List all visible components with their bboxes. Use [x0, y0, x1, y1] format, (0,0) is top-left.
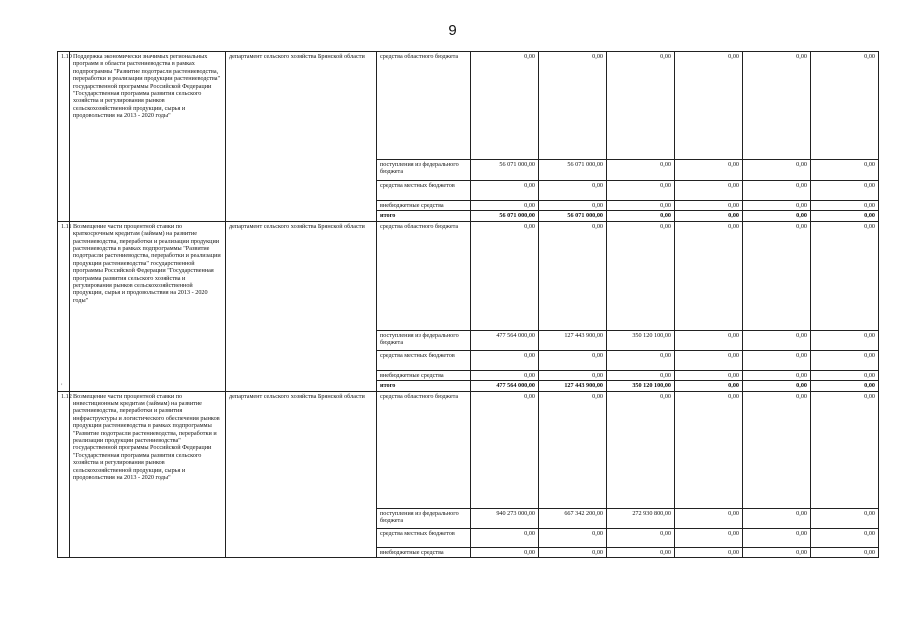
financing-table [57, 51, 879, 558]
amount-cell: 0,00 [539, 528, 607, 547]
amount-cell: 0,00 [675, 391, 743, 508]
funding-source: поступления из федерального бюджета [377, 330, 471, 350]
item-index: 1.10 [58, 52, 70, 222]
amount-cell: 0,00 [811, 160, 879, 181]
amount-cell: 0,00 [811, 181, 879, 201]
funding-source: внебюджетные средства [377, 370, 471, 380]
amount-cell: 0,00 [539, 391, 607, 508]
measure-name: Возмещение части процентной ставки по инвестиционным кредитам (займам) на развитие растениеводства, переработки и развития инфраструктуры и логистического обеспечения рынков продукции растениеводства в рамках подпрограммы "Развитие подотрасли растениеводства, переработки и реализации продукции растениеводства" государственной программы Российской Федерации "Государственная программа развития сельского хозяйства и регулирования рынков сельскохозяйственной продукции, сырья и продовольствия на 2013 - 2020 годы" [70, 391, 226, 557]
page-number: 9 [448, 22, 457, 39]
amount-cell: 0,00 [471, 181, 539, 201]
amount-cell: 0,00 [811, 201, 879, 211]
amount-cell: 0,00 [471, 528, 539, 547]
amount-cell: 0,00 [607, 547, 675, 557]
amount-cell: 0,00 [811, 221, 879, 330]
funding-source: средства областного бюджета [377, 391, 471, 508]
amount-cell: 0,00 [675, 160, 743, 181]
amount-cell: 0,00 [607, 201, 675, 211]
amount-cell: 0,00 [539, 370, 607, 380]
amount-cell: 272 930 800,00 [607, 508, 675, 528]
amount-cell: 0,00 [811, 528, 879, 547]
funding-source: средства областного бюджета [377, 221, 471, 330]
amount-cell: 0,00 [675, 330, 743, 350]
amount-cell: 0,00 [811, 211, 879, 221]
funding-source: средства местных бюджетов [377, 181, 471, 201]
amount-cell: 0,00 [471, 350, 539, 370]
amount-cell: 0,00 [743, 181, 811, 201]
amount-cell: 0,00 [811, 508, 879, 528]
amount-cell: 0,00 [675, 221, 743, 330]
amount-cell: 56 071 000,00 [539, 160, 607, 181]
amount-cell: 127 443 900,00 [539, 330, 607, 350]
amount-cell: 0,00 [811, 381, 879, 391]
amount-cell: 56 071 000,00 [471, 160, 539, 181]
stray-mark: , [61, 380, 63, 386]
amount-cell: 0,00 [471, 52, 539, 160]
funding-source: средства областного бюджета [377, 52, 471, 160]
amount-cell: 0,00 [811, 330, 879, 350]
amount-cell: 0,00 [675, 181, 743, 201]
amount-cell: 0,00 [675, 52, 743, 160]
executor: департамент сельского хозяйства Брянской области [226, 52, 377, 222]
amount-cell: 0,00 [743, 330, 811, 350]
measure-name: Возмещение части процентной ставки по краткосрочным кредитам (займам) на развитие растениеводства, переработки и реализации продукции растениеводства в рамках подпрограммы "Развитие подотрасли растениеводства, переработки и реализации продукции растениеводства" государственной программы Российской Федерации "Государственная программа развития сельского хозяйства и регулирования рынков сельскохозяйственной продукции, сырья и продовольствия на 2013 - 2020 годы" [70, 221, 226, 391]
amount-cell: 0,00 [743, 211, 811, 221]
funding-source: итого [377, 381, 471, 391]
amount-cell: 0,00 [607, 391, 675, 508]
amount-cell: 477 564 000,00 [471, 381, 539, 391]
measure-name: Поддержка экономически значимых региональных программ в области растениеводства в рамках подпрограммы "Развитие подотрасли растениеводства, переработки и реализации продукции растениеводства" государственной программы Российской Федерации "Государственная программа развития сельского хозяйства и регулирования рынков сельскохозяйственной продукции, сырья и продовольствия на 2013 - 2020 годы" [70, 52, 226, 222]
amount-cell: 127 443 900,00 [539, 381, 607, 391]
amount-cell: 0,00 [607, 160, 675, 181]
amount-cell: 350 120 100,00 [607, 381, 675, 391]
table-row [58, 391, 879, 508]
executor: департамент сельского хозяйства Брянской области [226, 221, 377, 391]
amount-cell: 0,00 [743, 221, 811, 330]
amount-cell: 0,00 [675, 547, 743, 557]
amount-cell: 56 071 000,00 [471, 211, 539, 221]
amount-cell: 477 564 000,00 [471, 330, 539, 350]
amount-cell: 0,00 [811, 370, 879, 380]
funding-source: внебюджетные средства [377, 547, 471, 557]
funding-source: средства местных бюджетов [377, 528, 471, 547]
amount-cell: 940 273 000,00 [471, 508, 539, 528]
amount-cell: 0,00 [607, 52, 675, 160]
amount-cell: 0,00 [675, 211, 743, 221]
amount-cell: 0,00 [471, 391, 539, 508]
amount-cell: 0,00 [675, 350, 743, 370]
amount-cell: 0,00 [607, 350, 675, 370]
amount-cell: 0,00 [811, 391, 879, 508]
funding-source: поступления из федерального бюджета [377, 508, 471, 528]
amount-cell: 56 071 000,00 [539, 211, 607, 221]
amount-cell: 0,00 [811, 547, 879, 557]
amount-cell: 0,00 [607, 370, 675, 380]
amount-cell: 0,00 [539, 547, 607, 557]
amount-cell: 0,00 [675, 381, 743, 391]
amount-cell: 0,00 [811, 350, 879, 370]
amount-cell: 0,00 [471, 221, 539, 330]
amount-cell: 0,00 [743, 547, 811, 557]
amount-cell: 0,00 [743, 350, 811, 370]
amount-cell: 0,00 [539, 350, 607, 370]
funding-source: поступления из федерального бюджета [377, 160, 471, 181]
amount-cell: 0,00 [539, 221, 607, 330]
amount-cell: 0,00 [539, 201, 607, 211]
amount-cell: 0,00 [743, 201, 811, 211]
amount-cell: 0,00 [675, 370, 743, 380]
amount-cell: 0,00 [743, 528, 811, 547]
item-index: 1.11 [58, 221, 70, 391]
table-body [58, 52, 879, 558]
amount-cell: 0,00 [607, 181, 675, 201]
funding-source: средства местных бюджетов [377, 350, 471, 370]
amount-cell: 0,00 [743, 160, 811, 181]
amount-cell: 0,00 [675, 528, 743, 547]
amount-cell: 0,00 [471, 201, 539, 211]
amount-cell: 0,00 [743, 391, 811, 508]
table-row [58, 52, 879, 160]
amount-cell: 0,00 [607, 528, 675, 547]
executor: департамент сельского хозяйства Брянской области [226, 391, 377, 557]
amount-cell: 0,00 [539, 181, 607, 201]
amount-cell: 0,00 [471, 547, 539, 557]
amount-cell: 0,00 [675, 508, 743, 528]
amount-cell: 350 120 100,00 [607, 330, 675, 350]
amount-cell: 0,00 [811, 52, 879, 160]
amount-cell: 0,00 [743, 52, 811, 160]
amount-cell: 0,00 [743, 370, 811, 380]
amount-cell: 0,00 [471, 370, 539, 380]
table-row [58, 221, 879, 330]
amount-cell: 0,00 [675, 201, 743, 211]
amount-cell: 667 342 200,00 [539, 508, 607, 528]
amount-cell: 0,00 [607, 221, 675, 330]
amount-cell: 0,00 [743, 381, 811, 391]
funding-source: внебюджетные средства [377, 201, 471, 211]
item-index: 1.12 [58, 391, 70, 557]
amount-cell: 0,00 [539, 52, 607, 160]
amount-cell: 0,00 [743, 508, 811, 528]
amount-cell: 0,00 [607, 211, 675, 221]
funding-source: итого [377, 211, 471, 221]
